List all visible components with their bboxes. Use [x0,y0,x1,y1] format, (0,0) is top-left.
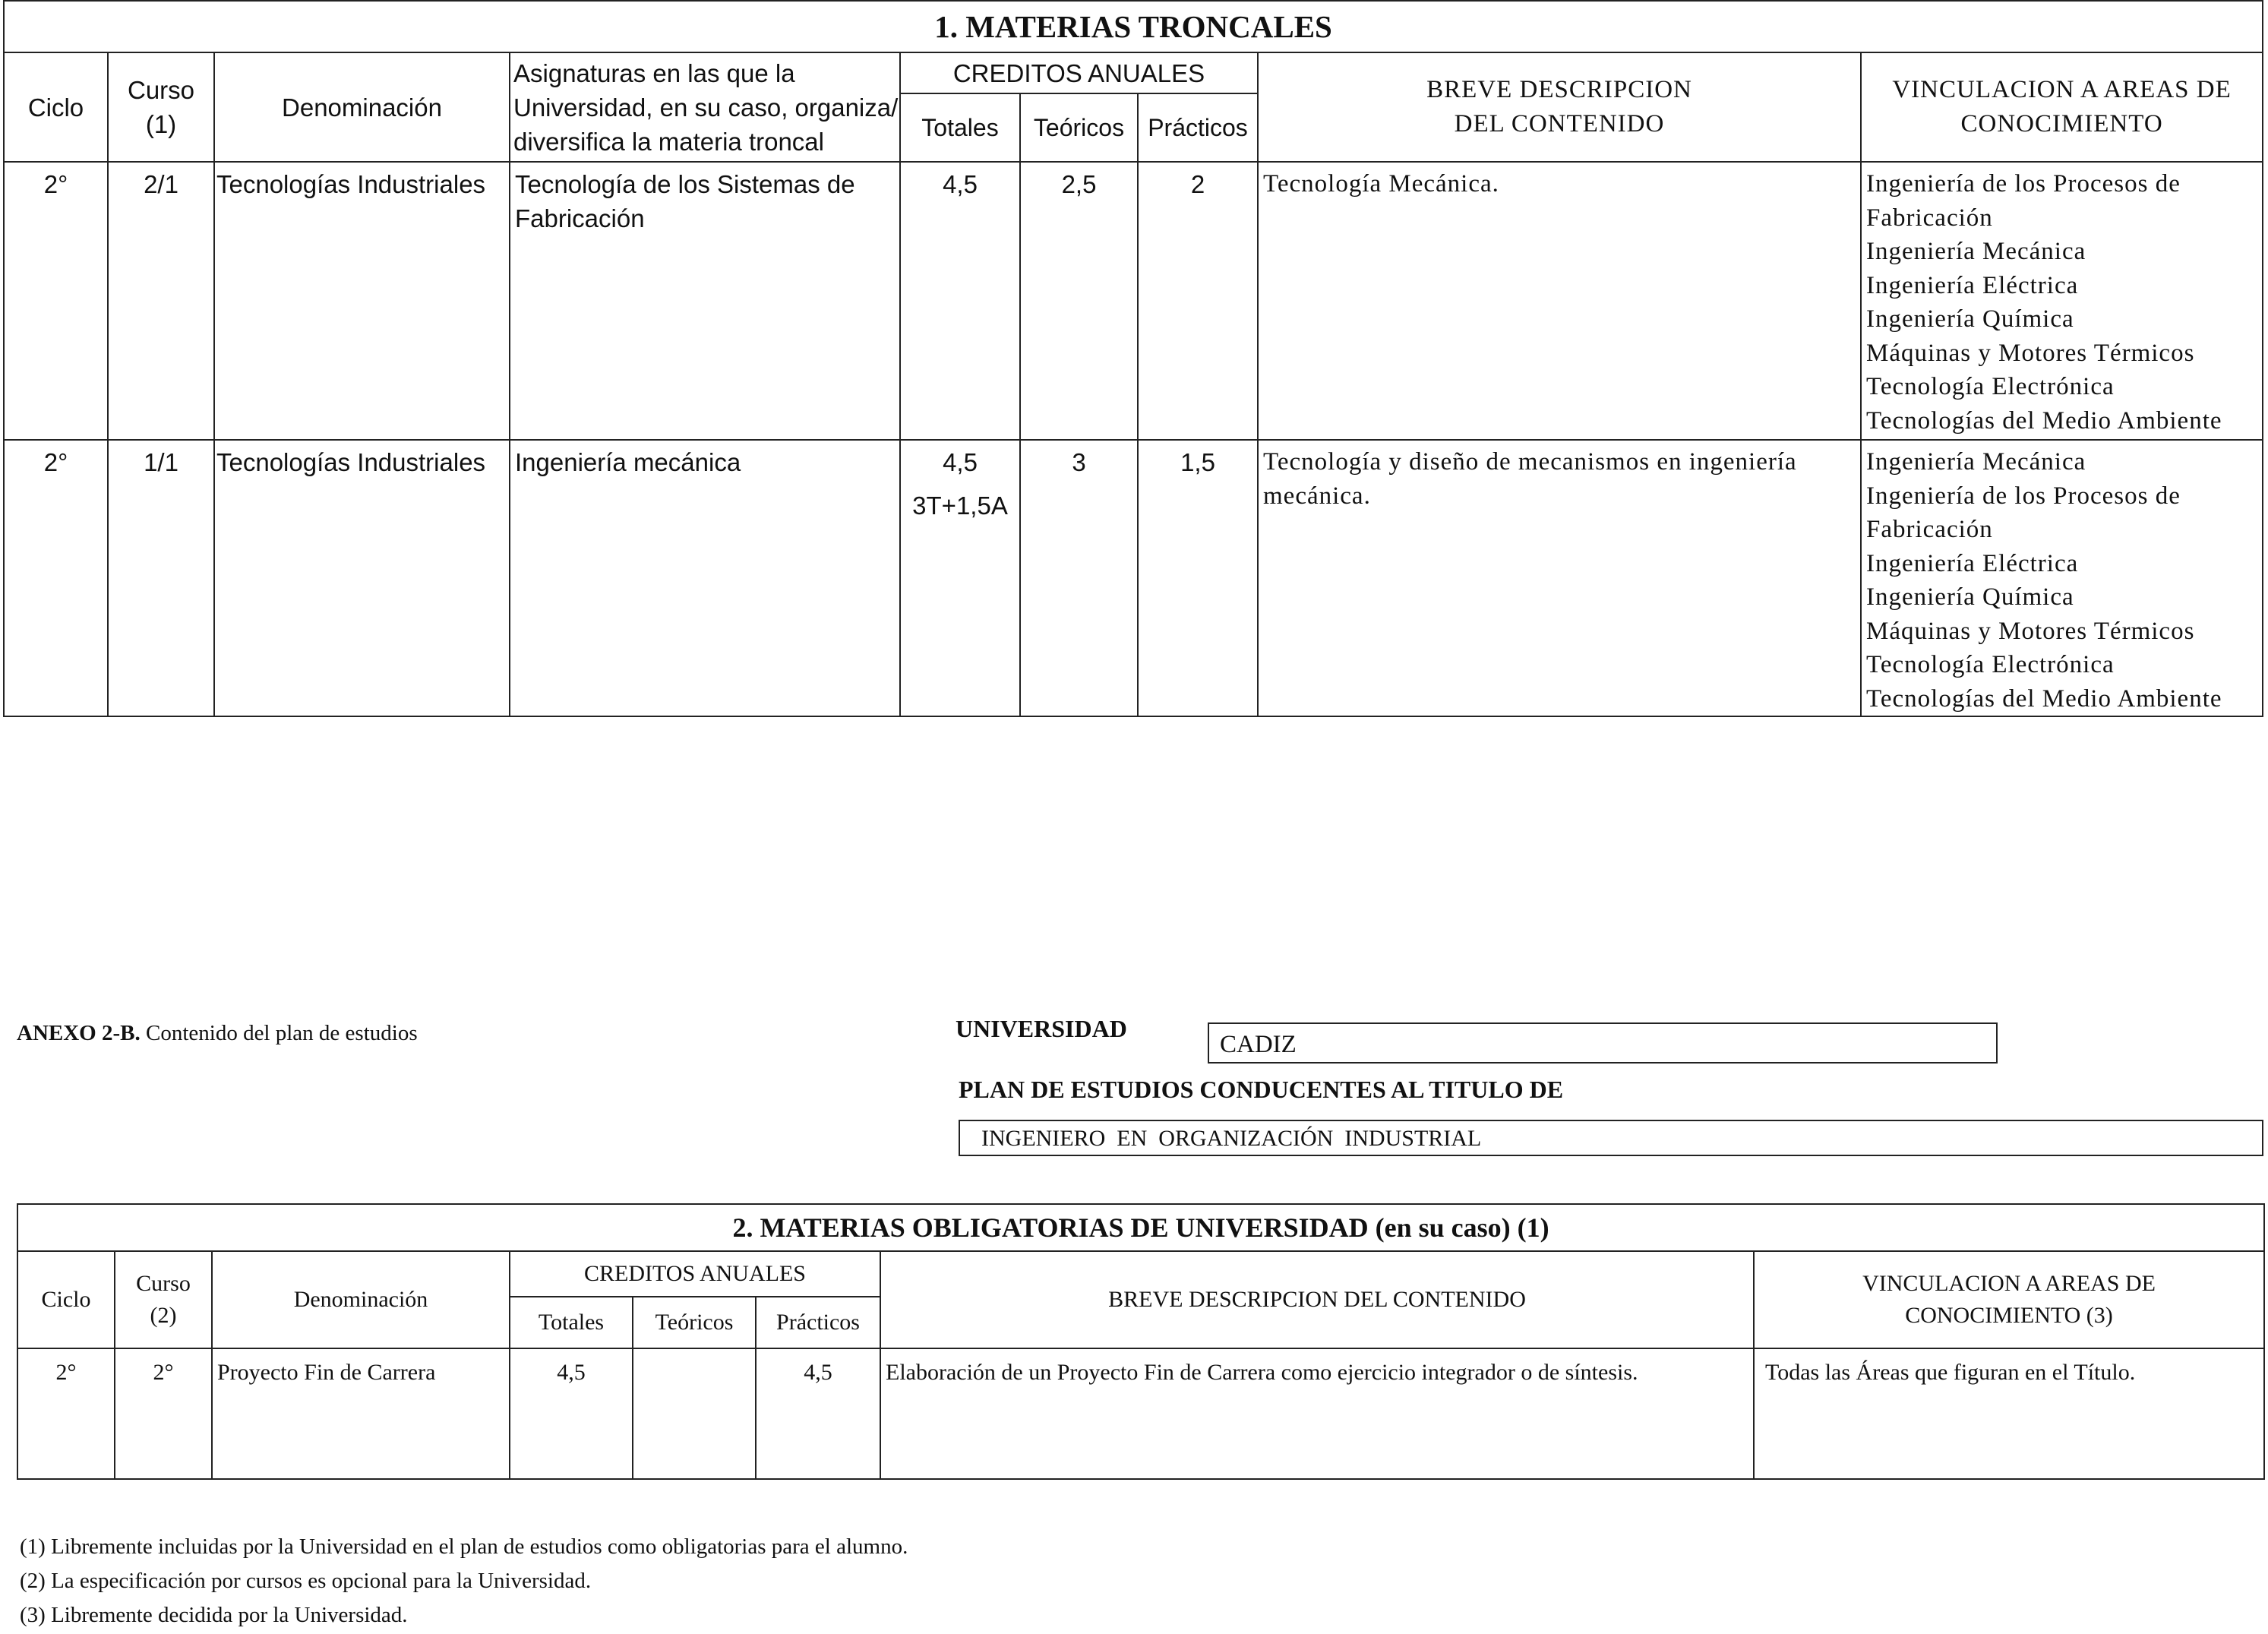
universidad-value: CADIZ [1208,1022,1998,1064]
cell-teoricos: 3 [1020,440,1138,716]
cell-descripcion: Elaboración de un Proyecto Fin de Carrera como ejercicio integrador o de síntesis. [880,1348,1754,1479]
area-item: Fabricación [1866,204,1993,232]
area-item: Ingeniería de los Procesos de [1866,170,2181,198]
cell-areas [1861,440,2263,716]
cell-totales [900,162,1020,440]
anexo-label [17,1021,418,1046]
cell-practicos: 1,5 [1138,440,1258,716]
cell-asignatura: Tecnología de los Sistemas de Fabricación [510,162,900,440]
header-totales: Totales [510,1297,633,1348]
area-item: Máquinas y Motores Térmicos [1866,617,2195,645]
cell-descripcion: Tecnología y diseño de mecanismos en ingeniería mecánica. [1258,440,1861,716]
universidad-label: UNIVERSIDAD [956,1015,1127,1042]
materias-obligatorias-table [17,1203,2265,1480]
cell-practicos: 4,5 [756,1348,880,1479]
header-breve: BREVE DESCRIPCION DEL CONTENIDO [880,1251,1754,1348]
cell-curso: 2/1 [108,162,214,440]
header-curso-note: (2) [150,1303,177,1328]
cell-descripcion: Tecnología Mecánica. [1258,162,1861,440]
header-denominacion: Denominación [212,1251,510,1348]
cell-teoricos: 2,5 [1020,162,1138,440]
area-item: Ingeniería Eléctrica [1866,271,2079,299]
cell-totales [900,440,1020,716]
header-vinculacion [1861,52,2263,162]
area-item: Fabricación [1866,516,1993,543]
area-item: Máquinas y Motores Térmicos [1866,339,2195,367]
cell-curso: 2° [115,1348,212,1479]
anexo-text: Contenido del plan de estudios [145,1021,418,1045]
header-teoricos: Teóricos [633,1297,756,1348]
table-row [4,162,2263,440]
cell-ciclo: 2° [17,1348,115,1479]
header-curso [108,52,214,162]
plan-estudios-label: PLAN DE ESTUDIOS CONDUCENTES AL TITULO DE [959,1076,1564,1103]
table1-title: 1. MATERIAS TRONCALES [4,1,2263,52]
table2-title: 2. MATERIAS OBLIGATORIAS DE UNIVERSIDAD (en su caso) (1) [17,1204,2264,1251]
area-item: Tecnología Electrónica [1866,373,2115,400]
footnote: (3) Libremente decidida por la Universidad. [20,1603,408,1627]
header-teoricos: Teóricos [1020,93,1138,162]
area-item: Ingeniería de los Procesos de [1866,482,2181,510]
cell-totales-value: 4,5 [943,448,978,476]
header-asignaturas-line: diversifica la materia troncal [513,127,824,156]
header-asignaturas [510,52,900,162]
footnotes [20,1530,908,1632]
header-breve [1258,52,1861,162]
area-item: Tecnologías del Medio Ambiente [1866,684,2222,713]
header-vinculacion-line: CONOCIMIENTO (3) [1905,1303,2113,1328]
header-vinculacion [1754,1251,2264,1348]
cell-denominacion: Tecnologías Industriales [214,440,510,716]
footnote: (2) La especificación por cursos es opcional para la Universidad. [20,1569,592,1593]
cell-ciclo: 2° [4,440,108,716]
header-curso-label: Curso [127,76,195,104]
area-item: Ingeniería Mecánica [1866,238,2086,265]
cell-teoricos [633,1348,756,1479]
titulo-value: INGENIERO EN ORGANIZACIÓN INDUSTRIAL [959,1120,2263,1156]
header-practicos: Prácticos [756,1297,880,1348]
table-row [4,440,2263,716]
table-row [17,1348,2264,1479]
cell-curso: 1/1 [108,440,214,716]
materias-troncales-table [3,0,2263,717]
cell-denominacion: Tecnologías Industriales [214,162,510,440]
area-item: Ingeniería Mecánica [1866,448,2086,476]
header-asignaturas-line: Universidad, en su caso, organiza/ [513,93,899,122]
header-ciclo: Ciclo [17,1251,115,1348]
header-creditos: CREDITOS ANUALES [900,52,1258,93]
cell-totales-extra: 3T+1,5A [912,491,1008,520]
header-breve-line: BREVE DESCRIPCION [1426,76,1692,103]
cell-areas [1861,162,2263,440]
anexo-number: ANEXO 2-B. [17,1021,141,1045]
cell-practicos: 2 [1138,162,1258,440]
area-item: Ingeniería Química [1866,305,2074,333]
cell-totales-value: 4,5 [943,170,978,198]
cell-totales: 4,5 [510,1348,633,1479]
area-item: Ingeniería Química [1866,583,2074,611]
area-item: Tecnología Electrónica [1866,651,2115,678]
header-curso [115,1251,212,1348]
header-creditos: CREDITOS ANUALES [510,1251,880,1297]
header-breve-line: DEL CONTENIDO [1454,110,1665,137]
cell-asignatura: Ingeniería mecánica [510,440,900,716]
area-item: Ingeniería Eléctrica [1866,549,2079,577]
cell-ciclo: 2° [4,162,108,440]
area-item: Tecnologías del Medio Ambiente [1866,406,2222,435]
cell-areas: Todas las Áreas que figuran en el Título. [1754,1348,2264,1479]
header-vinculacion-line: CONOCIMIENTO [1960,110,2163,137]
header-curso-label: Curso [136,1271,191,1296]
footnote: (1) Libremente incluidas por la Universidad en el plan de estudios como obligatorias para el alumno. [20,1534,908,1559]
header-curso-note: (1) [145,110,177,138]
header-vinculacion-line: VINCULACION A AREAS DE [1862,1271,2156,1296]
header-asignaturas-line: Asignaturas en las que la [513,58,795,87]
header-denominacion: Denominación [214,52,510,162]
header-practicos: Prácticos [1138,93,1258,162]
header-totales: Totales [900,93,1020,162]
cell-denominacion: Proyecto Fin de Carrera [212,1348,510,1479]
header-ciclo: Ciclo [4,52,108,162]
header-vinculacion-line: VINCULACION A AREAS DE [1892,76,2232,103]
